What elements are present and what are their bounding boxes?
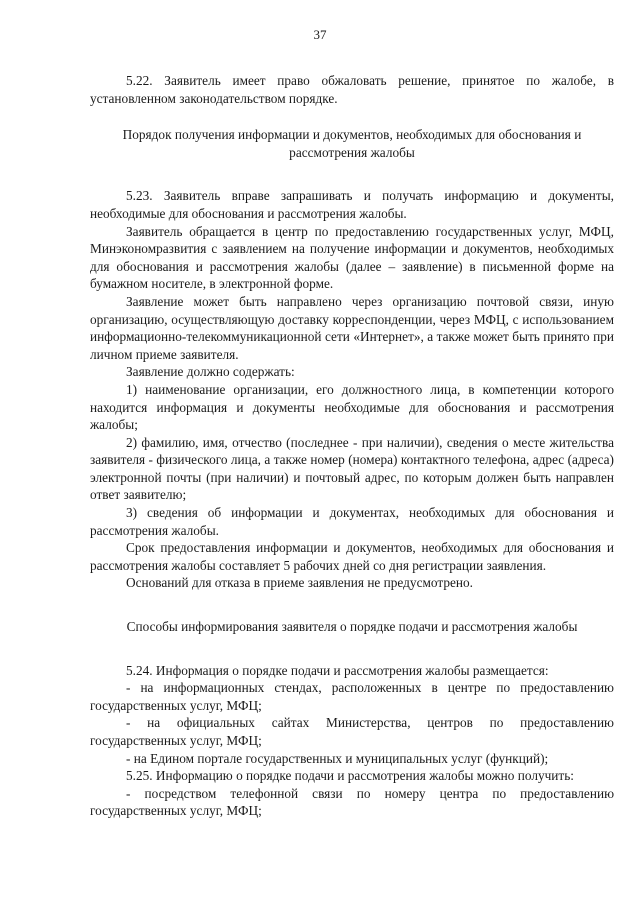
paragraph: Заявитель обращается в центр по предоставлению государственных услуг, МФЦ, Минэкономразвития с заявлением на получение информации и документов, необходимых для обоснования и рассмотрения жалобы (далее – заявление) в письменной форме на бумажном носителе, в электронной форме. [90, 223, 614, 292]
paragraph: 1) наименование организации, его должностного лица, в компетенции которого находится информация и документы необходимые для обоснования и рассмотрения жалобы; [90, 381, 614, 433]
spacer [90, 592, 614, 618]
paragraph: 2) фамилию, имя, отчество (последнее - при наличии), сведения о месте жительства заявителя - физического лица, а также номер (номера) контактного телефона, адрес (адреса) электронной почты (при наличии) и почтовый адрес, по которым должен быть направлен ответ заявителю; [90, 434, 614, 503]
spacer [90, 161, 614, 187]
paragraph: 5.25. Информацию о порядке подачи и рассмотрения жалобы можно получить: [126, 768, 574, 784]
paragraph: - на Едином портале государственных и муниципальных услуг (функций); [126, 750, 549, 766]
section-heading: Порядок получения информации и документов, необходимых для обоснования и рассмотрения жалобы [122, 127, 582, 160]
paragraph: Оснований для отказа в приеме заявления не предусмотрено. [126, 575, 473, 591]
paragraph: - посредством телефонной связи по номеру центра по предоставлению государственных услуг, МФЦ; [90, 785, 614, 819]
section-heading: Способы информирования заявителя о порядке подачи и рассмотрения жалобы [126, 619, 578, 635]
spacer [90, 107, 614, 126]
paragraph: Срок предоставления информации и документов, необходимых для обоснования и рассмотрения жалобы составляет 5 рабочих дней со дня регистрации заявления. [90, 540, 614, 573]
paragraph: Заявление должно содержать: [126, 364, 295, 380]
paragraph: 5.22. Заявитель имеет право обжаловать решение, принятое по жалобе, в установленном законодательством порядке. [90, 73, 614, 106]
page-number: 37 [313, 27, 327, 42]
paragraph: 5.23. Заявитель вправе запрашивать и получать информацию и документы, необходимые для обоснования и рассмотрения жалобы. [90, 188, 614, 221]
paragraph: - на официальных сайтах Министерства, центров по предоставлению государственных услуг, МФЦ; [90, 715, 614, 748]
paragraph: - на информационных стендах, расположенных в центре по предоставлению государственных услуг, МФЦ; [90, 680, 614, 713]
paragraph: Заявление может быть направлено через организацию почтовой связи, иную организацию, осуществляющую доставку корреспонденции, через МФЦ, с использованием информационно-телекоммуникационной сети «Интернет», а также может быть принято при личном приеме заявителя. [90, 293, 614, 362]
paragraph: 5.24. Информация о порядке подачи и рассмотрения жалобы размещается: [126, 662, 549, 678]
document-body [90, 72, 614, 820]
paragraph: 3) сведения об информации и документах, необходимых для обоснования и рассмотрения жалобы. [90, 505, 614, 538]
spacer [90, 636, 614, 662]
